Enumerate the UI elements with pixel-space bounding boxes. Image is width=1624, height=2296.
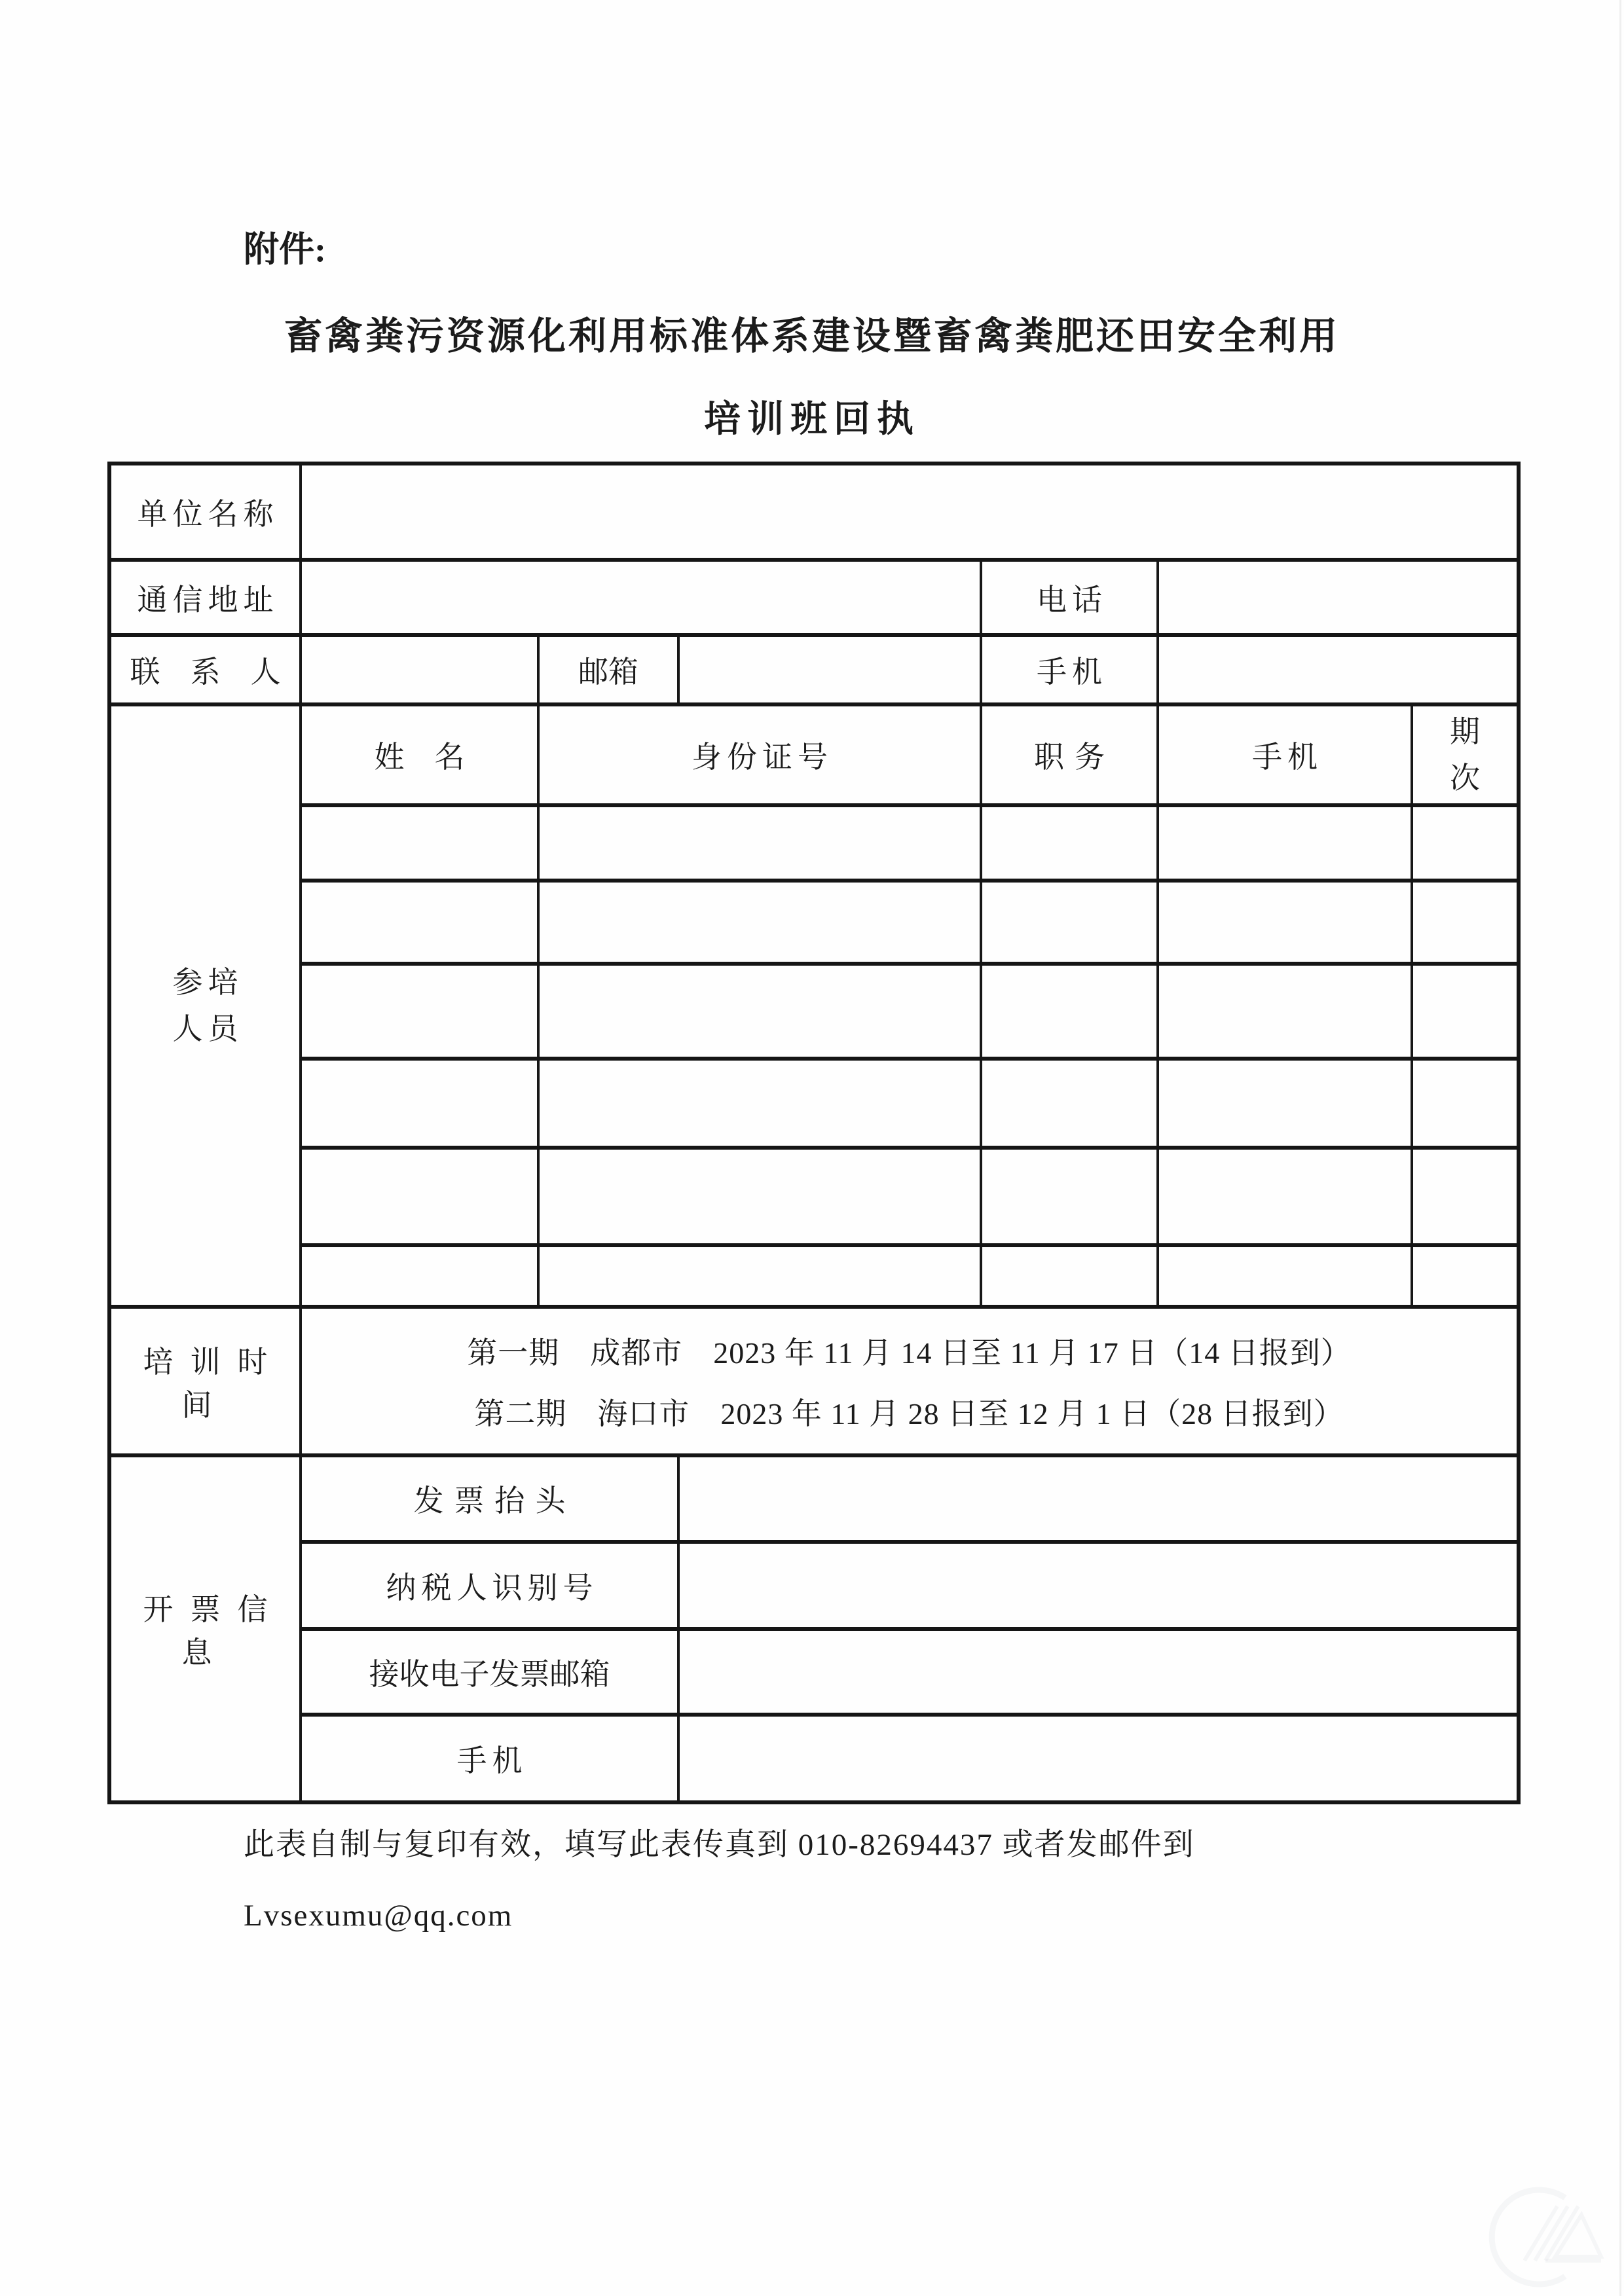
footer-note-line1: 此表自制与复印有效，填写此表传真到 010-82694437 或者发邮件到	[244, 1828, 1195, 1862]
invoice-email-blank-cell	[678, 1629, 1519, 1715]
participants-header-row	[109, 704, 1519, 805]
participant-name-cell	[301, 1059, 538, 1148]
participant-position-cell	[981, 1245, 1158, 1307]
invoice-header-blank-cell	[678, 1455, 1519, 1542]
participant-mobile-cell	[1158, 1059, 1412, 1148]
watermark-logo-icon	[1467, 2183, 1617, 2291]
unit-name-row	[109, 464, 1519, 560]
contact-mobile-blank-cell	[1158, 635, 1519, 704]
invoice-email-row	[109, 1629, 1519, 1715]
document-title-line2: 培训班回执	[704, 399, 920, 440]
col-header-session-line2: 次	[1450, 761, 1486, 795]
participant-id-cell	[538, 964, 981, 1059]
participant-id-cell	[538, 1148, 981, 1245]
phone-label: 电话	[981, 560, 1158, 635]
training-session-2: 第二期 海口市 2023 年 11 月 28 日至 12 月 1 日（28 日报到）	[474, 1397, 1344, 1431]
training-time-row	[109, 1307, 1519, 1455]
scan-edge-artifact	[1619, 0, 1621, 2296]
participant-position-cell	[981, 881, 1158, 964]
participant-position-cell	[981, 964, 1158, 1059]
participant-row	[109, 964, 1519, 1059]
col-header-position: 职务	[981, 704, 1158, 805]
training-session-1: 第一期 成都市 2023 年 11 月 14 日至 11 月 17 日（14 日报到）	[467, 1336, 1352, 1370]
invoice-group-label: 开票信息	[109, 1455, 301, 1802]
participant-session-cell	[1412, 1148, 1519, 1245]
participant-position-cell	[981, 1059, 1158, 1148]
invoice-mobile-blank-cell	[678, 1715, 1519, 1802]
contact-row	[109, 635, 1519, 704]
col-header-id-number: 身份证号	[538, 704, 981, 805]
participant-id-cell	[538, 1245, 981, 1307]
participant-mobile-cell	[1158, 964, 1412, 1059]
participant-id-cell	[538, 1059, 981, 1148]
participant-session-cell	[1412, 881, 1519, 964]
contact-label: 联 系 人	[109, 635, 301, 704]
participant-name-cell	[301, 1245, 538, 1307]
email-label: 邮箱	[538, 635, 678, 704]
col-header-session	[1412, 704, 1519, 805]
participant-name-cell	[301, 964, 538, 1059]
participant-row	[109, 805, 1519, 881]
invoice-title-row	[109, 1455, 1519, 1542]
participant-name-cell	[301, 805, 538, 881]
participants-group-label-line2: 人员	[172, 1012, 244, 1046]
participant-name-cell	[301, 881, 538, 964]
participant-position-cell	[981, 805, 1158, 881]
participant-session-cell	[1412, 1059, 1519, 1148]
email-blank-cell	[678, 635, 981, 704]
document-title-line1: 畜禽粪污资源化利用标准体系建设暨畜禽粪肥还田安全利用	[284, 315, 1340, 357]
invoice-email-label: 接收电子发票邮箱	[301, 1629, 678, 1715]
participant-row	[109, 1245, 1519, 1307]
phone-blank-cell	[1158, 560, 1519, 635]
participant-mobile-cell	[1158, 805, 1412, 881]
invoice-mobile-row	[109, 1715, 1519, 1802]
invoice-taxid-label: 纳税人识别号	[301, 1542, 678, 1629]
participant-id-cell	[538, 805, 981, 881]
footer-note	[244, 1810, 1195, 1951]
invoice-header-label: 发票抬头	[301, 1455, 678, 1542]
unit-name-label: 单位名称	[109, 464, 301, 560]
participant-mobile-cell	[1158, 1148, 1412, 1245]
training-time-label: 培训时间	[109, 1307, 301, 1455]
participant-mobile-cell	[1158, 881, 1412, 964]
col-header-name: 姓 名	[301, 704, 538, 805]
invoice-mobile-label: 手机	[301, 1715, 678, 1802]
participant-session-cell	[1412, 964, 1519, 1059]
participant-session-cell	[1412, 805, 1519, 881]
invoice-taxid-row	[109, 1542, 1519, 1629]
participants-group-label-line1: 参培	[172, 965, 244, 999]
participant-name-cell	[301, 1148, 538, 1245]
contact-mobile-label: 手机	[981, 635, 1158, 704]
participant-mobile-cell	[1158, 1245, 1412, 1307]
participants-group-label	[109, 704, 301, 1307]
participant-position-cell	[981, 1148, 1158, 1245]
registration-form-table	[107, 462, 1521, 1804]
col-header-session-line1: 期	[1450, 714, 1486, 748]
address-row	[109, 560, 1519, 635]
contact-blank-cell	[301, 635, 538, 704]
address-blank-cell	[301, 560, 981, 635]
unit-name-blank-cell	[301, 464, 1519, 560]
training-time-value-cell	[301, 1307, 1519, 1455]
address-label: 通信地址	[109, 560, 301, 635]
participant-row	[109, 1059, 1519, 1148]
attachment-label: 附件:	[244, 230, 326, 269]
participant-row	[109, 881, 1519, 964]
footer-note-email: Lvsexumu@qq.com	[244, 1899, 513, 1933]
participant-row	[109, 1148, 1519, 1245]
invoice-taxid-blank-cell	[678, 1542, 1519, 1629]
participant-id-cell	[538, 881, 981, 964]
participant-session-cell	[1412, 1245, 1519, 1307]
col-header-mobile: 手机	[1158, 704, 1412, 805]
